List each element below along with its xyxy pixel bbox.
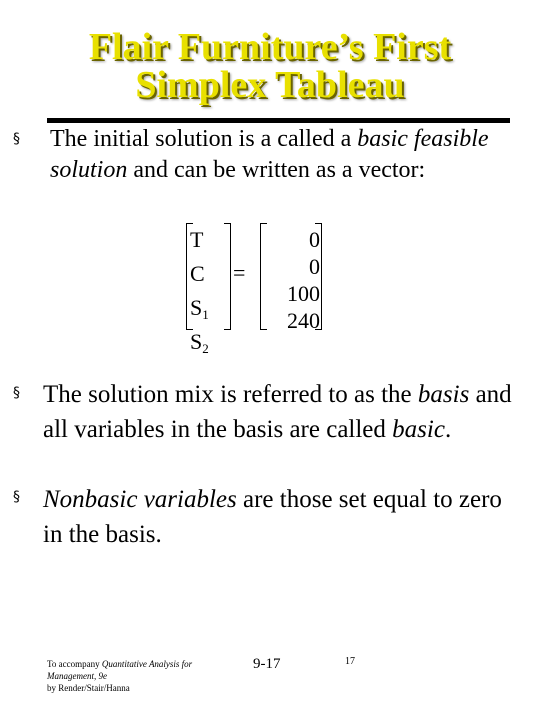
bullet-text-1 xyxy=(50,124,510,186)
bullet1-text-b: and can be written as a vector: xyxy=(127,157,426,183)
title-divider xyxy=(47,118,510,123)
left-vector-entry: C xyxy=(190,261,205,286)
right-vector-left-bracket xyxy=(260,223,267,330)
left-vector-entry: T xyxy=(190,227,204,252)
bullet2-italic-b: basic xyxy=(392,416,445,443)
footer-left-b: by Render/Stair/Hanna xyxy=(47,683,130,693)
slide-number-right: 17 xyxy=(345,656,355,667)
right-vector-entry: 100 xyxy=(287,281,320,306)
title-line-2: Simplex Tableau xyxy=(135,64,405,106)
right-vector-entry: 240 xyxy=(287,308,320,333)
bullet1-text-a: The initial solution is a called a xyxy=(50,126,358,152)
bullet2-italic-a: basis xyxy=(417,381,470,408)
bullet-text-3 xyxy=(43,482,523,552)
bullet-icon: § xyxy=(13,489,20,505)
left-vector-entry: $S_1$ xyxy=(190,295,209,322)
bullet2-text-b: and all variables in the basis are called xyxy=(43,381,512,443)
right-vector-entry: 0 xyxy=(309,227,320,252)
footer-left-italic: Quantitative Analysis for Management, 9e xyxy=(47,659,193,681)
footer-citation xyxy=(47,658,217,694)
bullet3-italic: Nonbasic variables xyxy=(43,486,237,513)
equals-sign: = xyxy=(233,260,246,285)
bullet-icon: § xyxy=(13,131,20,147)
slide-number-center: 9-17 xyxy=(253,656,281,672)
title-line-1: Flair Furniture’s First xyxy=(88,26,452,68)
bullet-icon: § xyxy=(13,385,20,401)
left-vector xyxy=(190,226,230,362)
bullet3-text-a: are those set equal to zero in the basis. xyxy=(43,486,502,548)
right-vector-entry: 0 xyxy=(309,254,320,279)
bullet1-italic: basic feasible solution xyxy=(50,126,489,183)
footer-left-a: To accompany xyxy=(47,659,102,669)
bullet-text-2 xyxy=(43,377,523,447)
left-vector-entry: $S_2$ xyxy=(190,329,209,356)
bullet2-text-c: . xyxy=(444,416,452,443)
right-vector xyxy=(268,226,320,334)
slide-title xyxy=(0,28,540,104)
bullet2-text-a: The solution mix is referred to as the xyxy=(43,381,418,408)
